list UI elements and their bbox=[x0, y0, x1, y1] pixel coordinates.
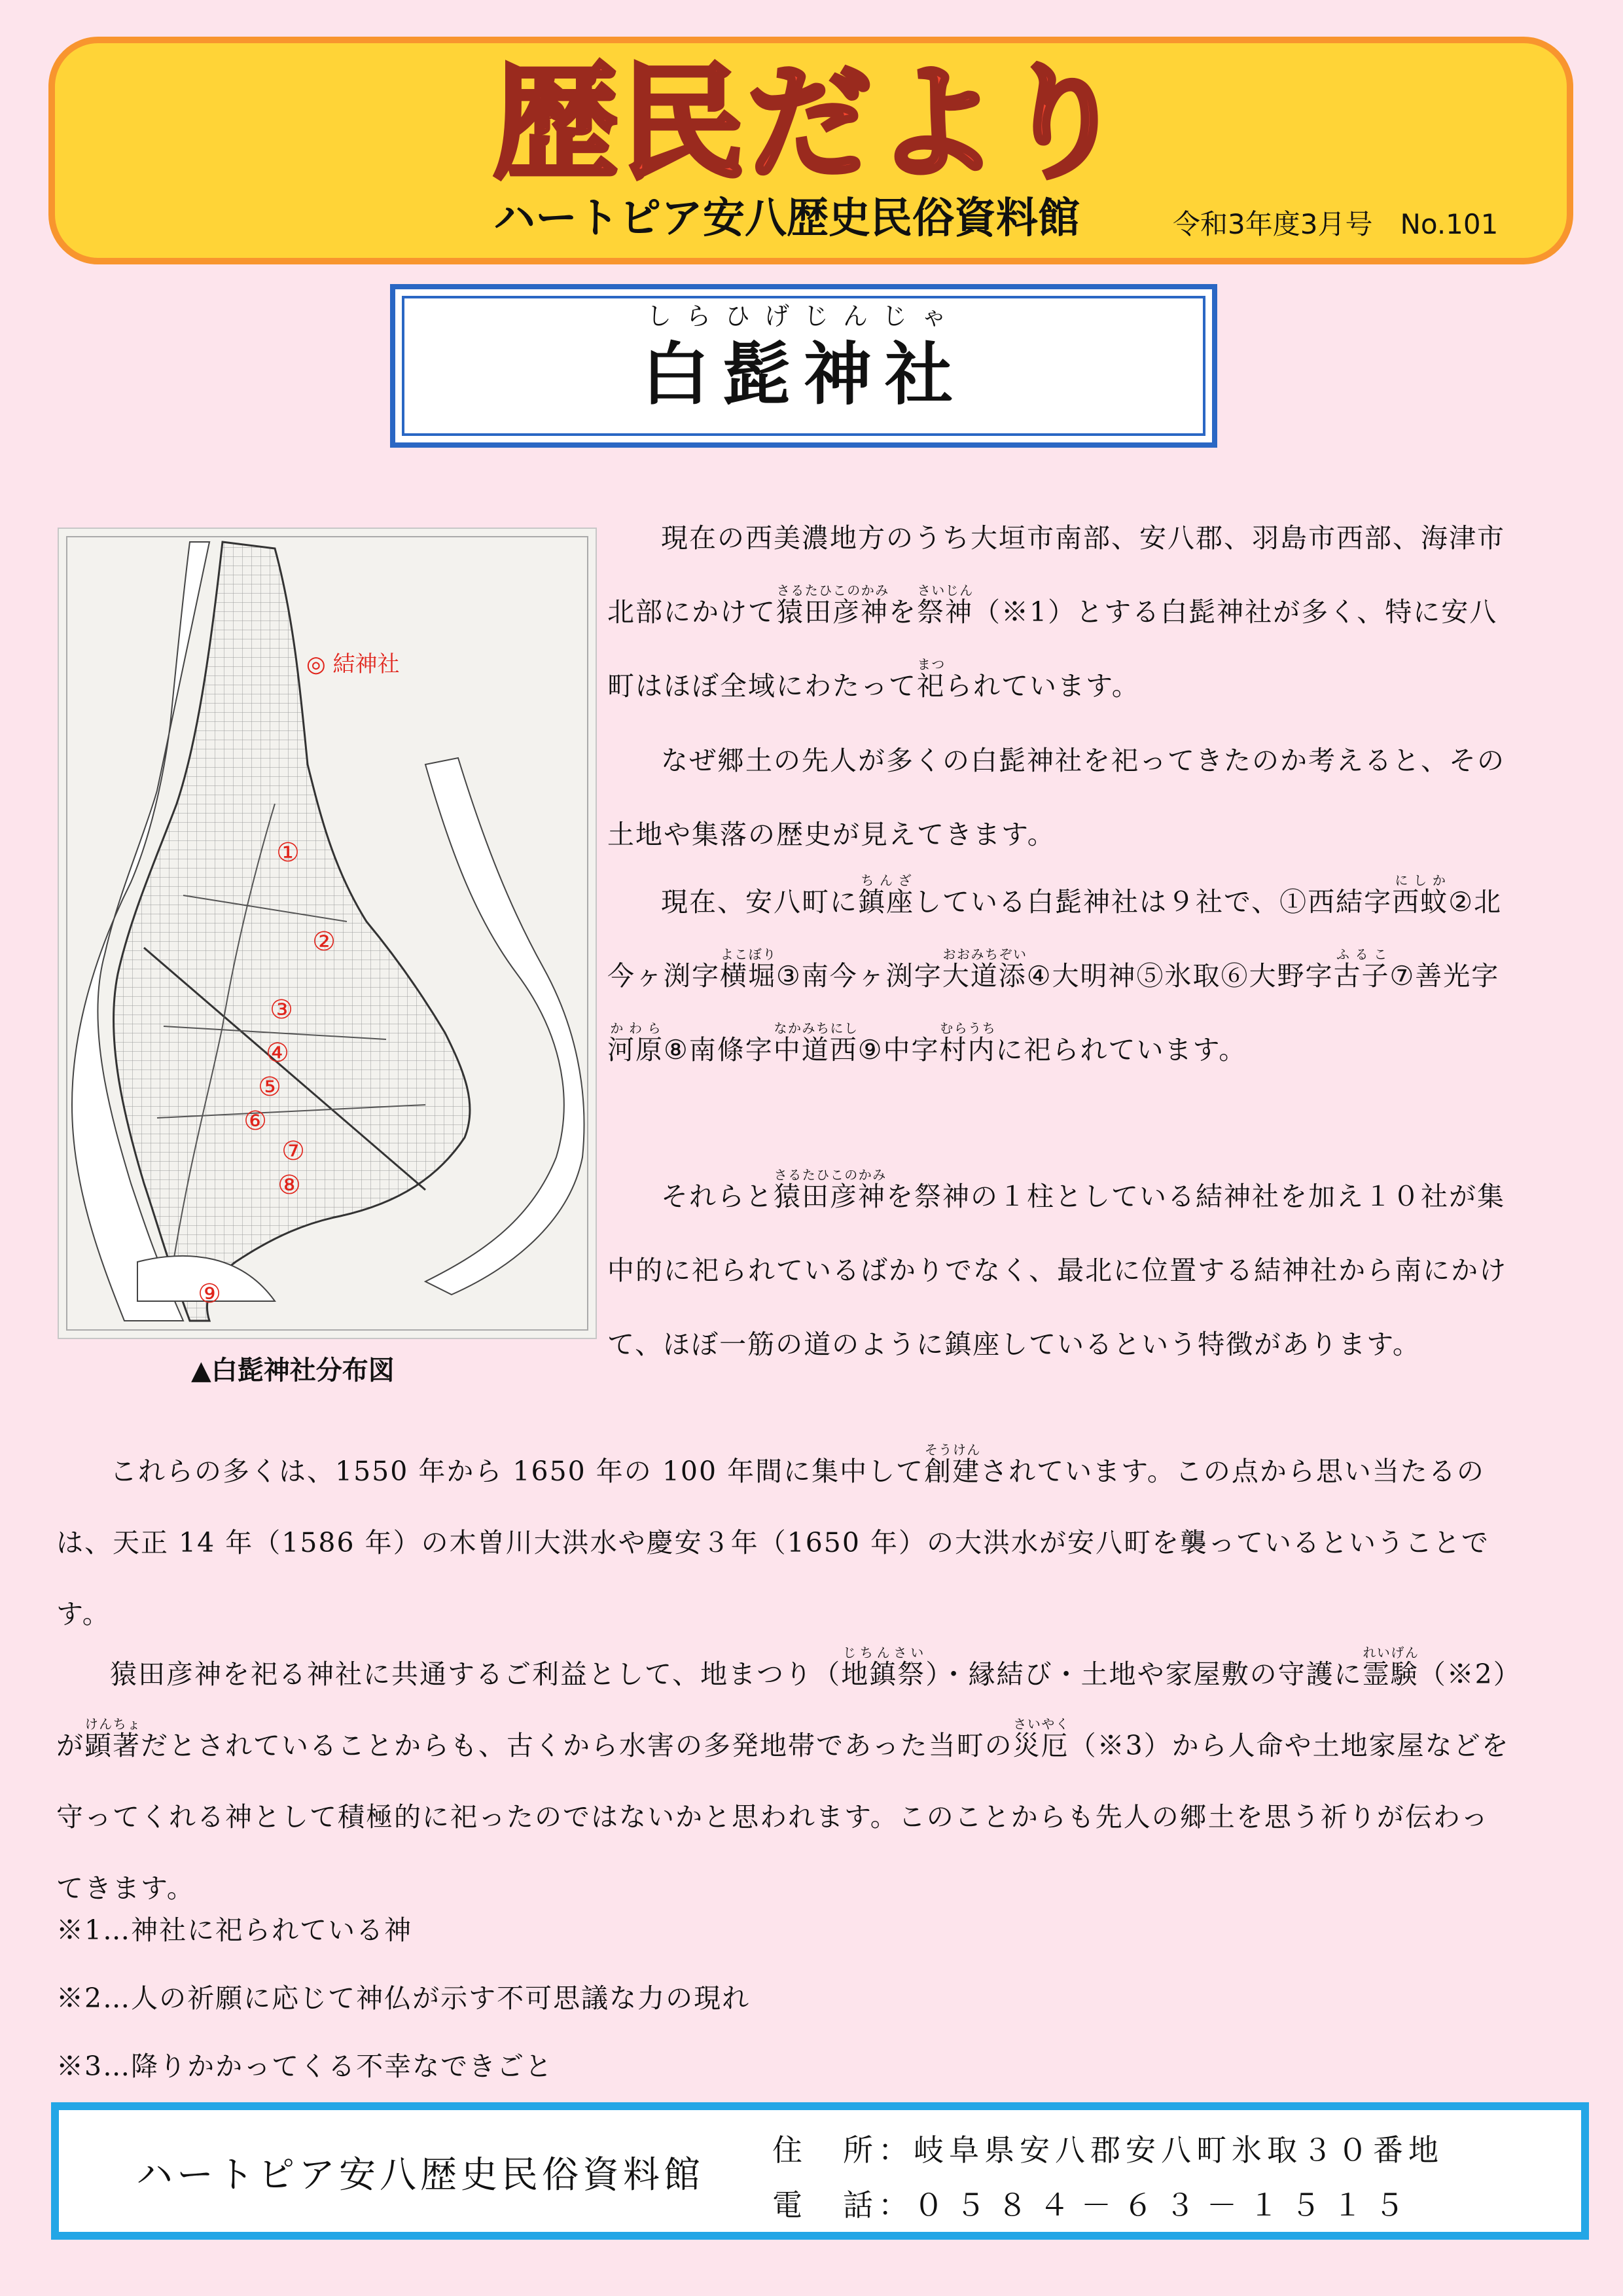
ruby-reigen: 霊験れいげん bbox=[1362, 1645, 1419, 1690]
article-title: 白髭神社 bbox=[641, 334, 966, 414]
ruby-muraochi: 村内むらうち bbox=[939, 1020, 996, 1066]
footer-museum-name: ハートピア安八歴史民俗資料館 bbox=[136, 2154, 704, 2197]
town-area bbox=[114, 542, 471, 1321]
note-3: ※3…降りかかってくる不幸なできごと bbox=[56, 2051, 554, 2082]
map-shrine-label: ◎ 結神社 bbox=[306, 651, 400, 677]
ruby-furuko: 古子ふるこ bbox=[1333, 946, 1390, 992]
museum-name: ハートピア安八歴史民俗資料館 bbox=[493, 194, 1080, 243]
article-title-ruby: しらひげじんじゃ bbox=[646, 302, 961, 331]
ruby-kawara: 河原かわら bbox=[607, 1020, 664, 1066]
footer-box bbox=[51, 2102, 1589, 2240]
river-right bbox=[425, 758, 584, 1295]
paragraph-1: 現在の西美濃地方のうち大垣市南部、安八郡、羽島市西部、海津市北部にかけて猿田彦神さるたひこのかみを祭神さいじん（※1）とする白髭神社が多く、特に安八町はほぼ全域にわたって祀まつられています。 bbox=[607, 522, 1505, 702]
footer-phone: 電 話：０５８４－６３－１５１５ bbox=[772, 2187, 1416, 2223]
map-drawing bbox=[59, 529, 596, 1338]
footer-address: 住 所：岐阜県安八郡安八町氷取３０番地 bbox=[772, 2132, 1444, 2168]
map-marker-4: ④ bbox=[266, 1038, 289, 1068]
ruby-souken: 創建そうけん bbox=[924, 1442, 981, 1487]
header-banner bbox=[48, 37, 1573, 264]
map-marker-1: ① bbox=[276, 838, 300, 868]
map-marker-9: ⑨ bbox=[198, 1279, 221, 1309]
ruby-sarutahiko: 猿田彦神さるたひこのかみ bbox=[776, 583, 889, 628]
map-marker-8: ⑧ bbox=[277, 1170, 301, 1200]
shrine-distribution-map bbox=[58, 528, 597, 1339]
ruby-yokobori: 横堀よこぼり bbox=[720, 946, 776, 992]
map-marker-2: ② bbox=[312, 927, 336, 957]
paragraph-2: なぜ郷土の先人が多くの白髭神社を祀ってきたのか考えると、その土地や集落の歴史が見えてきます。 bbox=[607, 745, 1505, 850]
ruby-saiyaku: 災厄さいやく bbox=[1012, 1716, 1069, 1761]
map-marker-3: ③ bbox=[270, 995, 293, 1025]
article-title-box bbox=[390, 284, 1217, 448]
note-2: ※2…人の祈願に応じて神仏が示す不可思議な力の現れ bbox=[56, 1982, 751, 2014]
paragraph-6: 猿田彦神を祀る神社に共通するご利益として、地まつり（地鎮祭じちんさい）・縁結び・土地や家屋敷の守護に霊験れいげん（※2）が顕著けんちょだとされていることからも、古くから水害の多発地帯であった当町の災厄さいやく（※3）から人命や土地家屋などを守ってくれる神として積極的に祀ったのではないかと思われます。このことからも先人の郷土を思う祈りが伝わってきます。 bbox=[56, 1645, 1510, 1904]
ruby-sarutahiko-2: 猿田彦神さるたひこのかみ bbox=[774, 1167, 886, 1212]
note-1: ※1…神社に祀られている神 bbox=[56, 1914, 413, 1946]
ruby-oomichizoi: 大道添おおみちぞい bbox=[942, 946, 1027, 992]
map-marker-5: ⑤ bbox=[258, 1072, 281, 1102]
ruby-nishika: 西蚊にしか bbox=[1392, 872, 1449, 918]
paragraph-5: これらの多くは、1550 年から 1650 年の 100 年間に集中して創建そうけんされています。この点から思い当たるのは、天正 14 年（1586 年）の木曽川大洪水や慶安３年（1650 年）の大洪水が安八町を襲っているということです。 bbox=[56, 1442, 1489, 1630]
ruby-nakamichinishi: 中道西なかみちにし bbox=[773, 1020, 858, 1066]
ruby-matsu: 祀まつ bbox=[917, 656, 945, 702]
newsletter-title: 歴民だより bbox=[493, 51, 1128, 196]
paragraph-4: それらと猿田彦神さるたひこのかみを祭神の１柱としている結神社を加え１０社が集中的に祀られているばかりでなく、最北に位置する結神社から南にかけて、ほぼ一筋の道のように鎮座しているという特徴があります。 bbox=[607, 1167, 1508, 1360]
map-caption: ▲白髭神社分布図 bbox=[191, 1355, 395, 1386]
ruby-saijin: 祭神さいじん bbox=[917, 583, 973, 628]
paragraph-3: 現在、安八町に鎮座ちんざしている白髭神社は９社で、①西結字西蚊にしか②北今ヶ渕字横堀よこぼり③南今ヶ渕字大道添おおみちぞい④大明神⑤氷取⑥大野字古子ふるこ⑦善光字河原かわら⑧南條字中道西なかみちにし⑨中字村内むらうちに祀られています。 bbox=[607, 872, 1502, 1066]
map-marker-7: ⑦ bbox=[281, 1136, 305, 1166]
map-marker-6: ⑥ bbox=[243, 1106, 267, 1136]
issue-number: 令和3年度3月号 No.101 bbox=[1173, 208, 1499, 240]
ruby-jichinsai: 地鎮祭じちんさい bbox=[841, 1645, 926, 1690]
ruby-chinza: 鎮座ちんざ bbox=[858, 872, 914, 918]
ruby-kencho: 顕著けんちょ bbox=[84, 1716, 141, 1761]
